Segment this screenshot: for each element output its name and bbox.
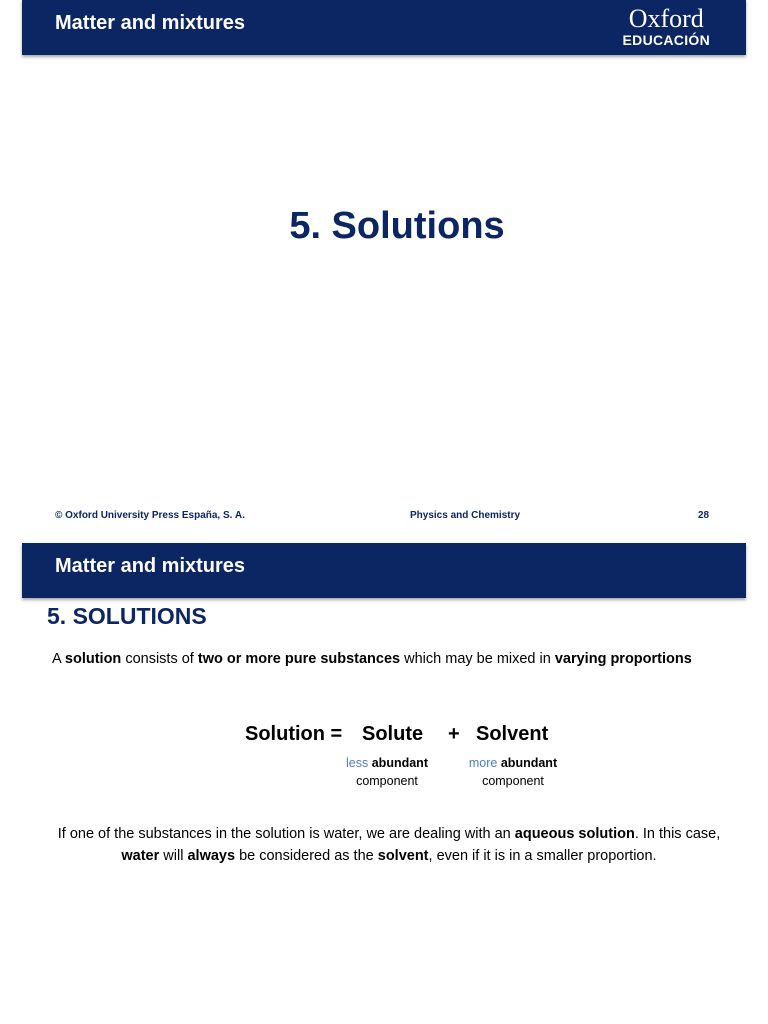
equation-solvent: Solvent bbox=[476, 723, 549, 745]
header-title: Matter and mixtures bbox=[55, 555, 246, 577]
text-run: consists of bbox=[121, 651, 198, 667]
solute-component: component bbox=[356, 774, 418, 788]
text-run: If one of the substances in the solution is water, we are dealing with an bbox=[57, 826, 515, 842]
solvent-component: component bbox=[482, 774, 544, 788]
text-run: A bbox=[52, 651, 65, 667]
bold-run: solvent bbox=[377, 848, 429, 864]
bold-run: varying proportions bbox=[554, 651, 692, 667]
slide-title: 5. Solutions bbox=[289, 205, 505, 247]
text-run: , even if it is in a smaller proportion. bbox=[428, 848, 657, 864]
bold-run: water bbox=[121, 848, 160, 864]
content-slide bbox=[0, 543, 768, 1024]
solvent-qualifier: more bbox=[468, 756, 498, 770]
header-bar bbox=[22, 543, 746, 598]
section-heading: 5. SOLUTIONS bbox=[47, 603, 207, 629]
bold-run: two or more pure substances bbox=[197, 651, 401, 667]
equation-solute: Solute bbox=[362, 723, 424, 745]
aqueous-paragraph bbox=[52, 823, 726, 867]
logo-sub: EDUCACIÓN bbox=[622, 32, 710, 48]
solute-qualifier: less bbox=[346, 756, 369, 770]
solvent-note bbox=[463, 754, 563, 790]
text-run: which may be mixed in bbox=[400, 651, 555, 667]
header-bar bbox=[22, 0, 746, 55]
logo-word: Oxford bbox=[628, 4, 704, 33]
solute-note bbox=[342, 754, 432, 790]
solute-abundant: abundant bbox=[371, 756, 428, 770]
bold-run: aqueous solution bbox=[514, 826, 635, 842]
definition-paragraph bbox=[52, 648, 712, 670]
footer-copyright: © Oxford University Press España, S. A. bbox=[55, 510, 245, 521]
solvent-abundant: abundant bbox=[500, 756, 558, 770]
text-run: be considered as the bbox=[235, 848, 378, 864]
footer-page-number: 28 bbox=[698, 510, 710, 521]
text-run: . In this case, bbox=[634, 826, 721, 842]
bold-run: always bbox=[187, 848, 236, 864]
bold-run: solution bbox=[64, 651, 122, 667]
header-title: Matter and mixtures bbox=[55, 12, 246, 34]
text-run: will bbox=[159, 848, 188, 864]
oxford-logo bbox=[623, 6, 710, 48]
equation-solution: Solution = bbox=[245, 723, 343, 745]
footer-subject: Physics and Chemistry bbox=[410, 510, 521, 521]
equation-plus: + bbox=[448, 723, 460, 745]
